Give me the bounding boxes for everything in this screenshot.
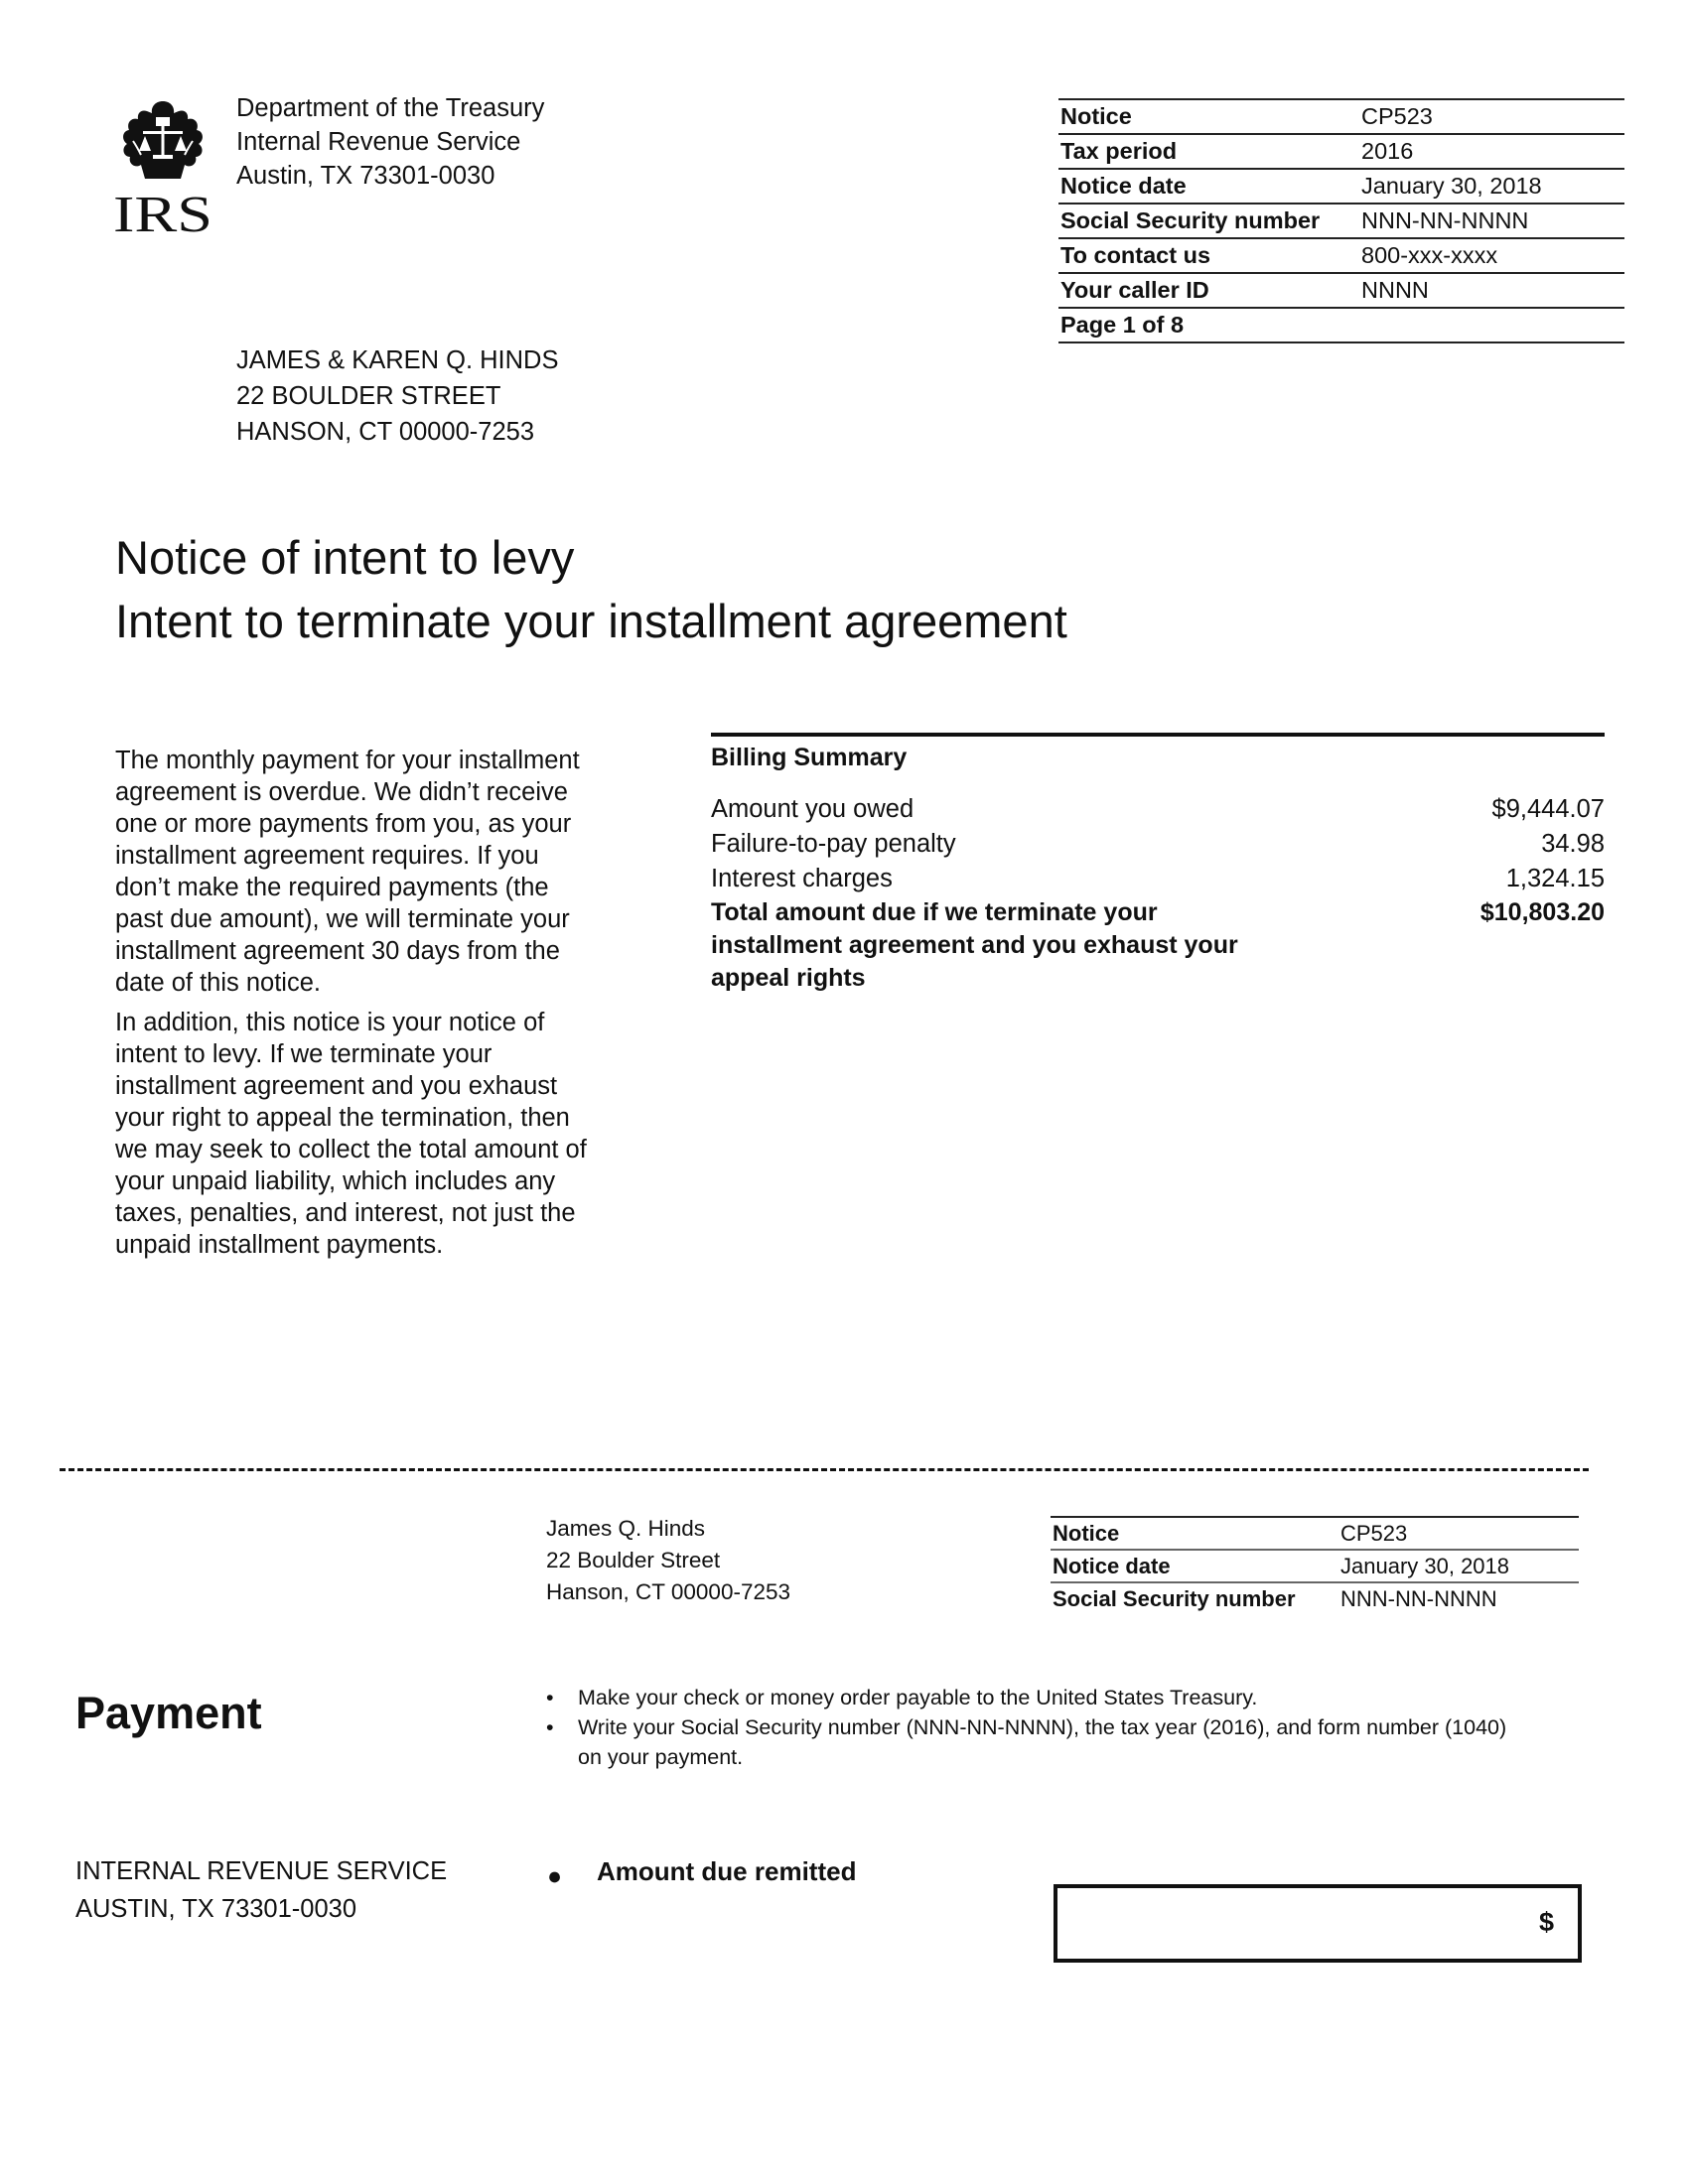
instruction-text: Make your check or money order payable to the United States Treasury. <box>578 1686 1258 1709</box>
recipient-address <box>236 342 558 450</box>
stub-info-value: NNN-NN-NNNN <box>1340 1586 1497 1611</box>
sender-line: Austin, TX 73301-0030 <box>236 162 495 190</box>
remit-address-line: INTERNAL REVENUE SERVICE <box>75 1857 448 1885</box>
notice-info-row <box>1058 273 1624 308</box>
sender-line: Department of the Treasury <box>236 94 545 122</box>
bullet-icon: • <box>546 1686 554 1709</box>
instruction-text: Write your Social Security number (NNN-NN-NNNN), the tax year (2016), and form number (1040) on your payment. <box>578 1715 1507 1769</box>
instruction-item <box>540 1712 1533 1772</box>
notice-info-row <box>1058 238 1624 273</box>
billing-row <box>711 792 1605 827</box>
stub-info-label: Social Security number <box>1053 1586 1296 1611</box>
billing-total-amount: $10,803.20 <box>1479 898 1605 926</box>
billing-row-amount: $9,444.07 <box>1491 795 1605 823</box>
recipient-line: JAMES & KAREN Q. HINDS <box>236 346 559 374</box>
billing-row <box>711 862 1605 896</box>
sender-line: Internal Revenue Service <box>236 128 521 156</box>
headline-line: Notice of intent to levy <box>115 531 575 584</box>
notice-info-label: Notice date <box>1060 173 1187 199</box>
bullet-icon: ● <box>547 1862 563 1890</box>
billing-row-label: Interest charges <box>711 865 893 892</box>
bullet-icon: • <box>546 1715 554 1739</box>
billing-summary-title: Billing Summary <box>711 744 908 771</box>
stub-info-row <box>1051 1582 1579 1614</box>
tear-off-line <box>60 1468 1589 1471</box>
notice-info-value: 2016 <box>1361 138 1414 164</box>
payment-instructions <box>540 1683 1533 1772</box>
notice-info-label: Notice <box>1060 103 1132 129</box>
instruction-item <box>540 1683 1533 1712</box>
stub-info-table <box>1051 1516 1579 1614</box>
billing-row-amount: 1,324.15 <box>1505 865 1605 892</box>
stub-address-line: 22 Boulder Street <box>546 1548 721 1572</box>
notice-info-row <box>1058 99 1624 134</box>
notice-info-row <box>1058 134 1624 169</box>
notice-info-value: CP523 <box>1361 103 1433 129</box>
billing-total-row <box>711 896 1605 995</box>
irs-logo-text: IRS <box>113 187 212 236</box>
notice-info-table <box>1058 98 1624 343</box>
amount-remitted-field[interactable] <box>1054 1884 1582 1963</box>
sender-address <box>236 91 544 193</box>
billing-total-label: Total amount due if we terminate your installment agreement and you exhaust your appeal rights <box>711 898 1238 992</box>
stub-info-row <box>1051 1517 1579 1550</box>
notice-info-label: Your caller ID <box>1060 277 1209 303</box>
notice-headline <box>115 526 1067 653</box>
notice-info-value: NNN-NN-NNNN <box>1361 207 1529 233</box>
billing-row-label: Amount you owed <box>711 795 914 823</box>
notice-info-label: Social Security number <box>1060 207 1321 233</box>
body-paragraph: In addition, this notice is your notice of intent to levy. If we terminate your installment agreement and you exhaust your right to appeal the termination, then we may seek to collect the total amount of your unpaid liability, which includes any taxes, penalties, and interest, not just the unpaid installment payments. <box>115 1009 587 1259</box>
page-count: Page 1 of 8 <box>1060 312 1185 338</box>
currency-symbol: $ <box>1538 1907 1554 1937</box>
payment-title: Payment <box>75 1688 262 1738</box>
billing-summary <box>711 733 1605 995</box>
stub-payer-address <box>546 1513 790 1608</box>
body-paragraph: The monthly payment for your installment agreement is overdue. We didn’t receive one or more payments from you, as your installment agreement requires. If you don’t make the required payments (the past due amount), we will terminate your installment agreement 30 days from the date of this notice. <box>115 747 580 997</box>
billing-row-amount: 34.98 <box>1541 830 1605 858</box>
stub-address-line: Hanson, CT 00000-7253 <box>546 1579 791 1604</box>
billing-row-label: Failure-to-pay penalty <box>711 830 956 858</box>
notice-info-value: NNNN <box>1361 277 1429 303</box>
notice-info-value: January 30, 2018 <box>1361 173 1542 199</box>
notice-info-row <box>1058 308 1624 342</box>
stub-info-label: Notice date <box>1053 1554 1171 1578</box>
headline-line: Intent to terminate your installment agreement <box>115 595 1067 647</box>
remit-address-line: AUSTIN, TX 73301-0030 <box>75 1895 357 1923</box>
notice-info-label: Tax period <box>1060 138 1178 164</box>
amount-due-remitted-label: Amount due remitted <box>597 1856 857 1886</box>
billing-row <box>711 827 1605 862</box>
stub-info-value: CP523 <box>1340 1521 1408 1546</box>
notice-body <box>115 745 592 1269</box>
notice-info-row <box>1058 169 1624 204</box>
notice-info-value: 800-xxx-xxxx <box>1361 242 1498 268</box>
notice-info-label: To contact us <box>1060 242 1211 268</box>
notice-info-value <box>1359 308 1624 342</box>
remit-to-address <box>75 1852 447 1928</box>
irs-logo <box>111 95 215 236</box>
stub-address-line: James Q. Hinds <box>546 1516 706 1541</box>
recipient-line: HANSON, CT 00000-7253 <box>236 418 535 446</box>
stub-info-row <box>1051 1550 1579 1582</box>
irs-eagle-icon <box>111 95 215 236</box>
stub-info-value: January 30, 2018 <box>1340 1554 1510 1578</box>
notice-info-row <box>1058 204 1624 238</box>
stub-info-label: Notice <box>1053 1521 1120 1546</box>
recipient-line: 22 BOULDER STREET <box>236 382 501 410</box>
